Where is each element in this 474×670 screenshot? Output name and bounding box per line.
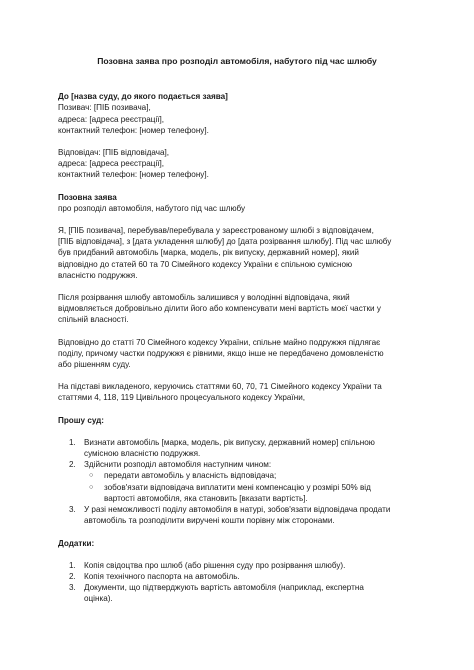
paragraph-line: Я, [ПІБ позивача], перебував/перебувала у зареєстрованому шлюбі з відповідачем, <box>58 226 374 236</box>
plaintiff-phone: контактний телефон: [номер телефону]. <box>58 125 209 135</box>
paragraph-line: Відповідно до статті 70 Сімейного кодексу України, спільне майно подружжя підлягає <box>58 337 381 347</box>
plaintiff-address: адреса: [адреса реєстрації], <box>58 114 165 124</box>
request-item-1 <box>58 437 416 459</box>
circle-bullet-icon: ○ <box>89 472 94 480</box>
list-number: 1. <box>69 560 76 570</box>
request-subitem-1 <box>58 470 416 481</box>
defendant-address: адреса: [адреса реєстрації], <box>58 159 165 169</box>
paragraph-line: На підставі викладеного, керуючись статтями 60, 70, 71 Сімейного кодексу України та <box>58 382 382 392</box>
attachment-item-3 <box>58 582 416 604</box>
paragraph-line: відповідно до статей 60 та 70 Сімейного кодексу України є спільною сумісною <box>58 259 353 269</box>
list-item-line: передати автомобіль у власність відповідача; <box>104 471 277 481</box>
attachment-item-2 <box>58 571 416 582</box>
paragraph-line: відмовляється добровільно ділити його або компенсувати мені вартість моєї частки у <box>58 304 381 314</box>
list-number: 2. <box>69 460 76 470</box>
paragraph-line: статтями 4, 118, 119 Цивільного процесуального кодексу України, <box>58 393 305 403</box>
list-item-line: Визнати автомобіль [марка, модель, рік випуску, державний номер] спільною <box>84 437 375 447</box>
attachments-list <box>58 560 416 605</box>
paragraph-line: спільній власності. <box>58 315 129 325</box>
defendant-phone: контактний телефон: [номер телефону]. <box>58 170 209 180</box>
list-item-line: Копія свідоцтва про шлюб (або рішення суду про розірвання шлюбу). <box>84 560 346 570</box>
list-item-line: оцінка). <box>84 594 113 604</box>
paragraph-law <box>58 337 416 371</box>
claim-subheading: про розподіл автомобіля, набутого під час шлюбу <box>58 203 246 213</box>
list-item-line: У разі неможливості поділу автомобіля в натурі, зобов'язати відповідача продати <box>84 505 391 515</box>
request-item-2 <box>58 459 416 470</box>
paragraph-divorce <box>58 292 416 326</box>
list-item-line: автомобіль та розподілити виручені кошти порівну між сторонами. <box>84 516 335 526</box>
claim-heading: Позовна заява <box>58 192 117 202</box>
paragraph-marriage <box>58 225 416 281</box>
list-item-line: зобов'язати відповідача виплатити мені компенсацію у розмірі 50% від <box>104 482 371 492</box>
list-number: 2. <box>69 571 76 581</box>
plaintiff-name: Позивач: [ПІБ позивача], <box>58 103 151 113</box>
paragraph-line: був придбаний автомобіль [марка, модель, рік випуску, державний номер], який <box>58 248 359 258</box>
attachment-item-1 <box>58 560 416 571</box>
list-item-line: вартості автомобіля, яка становить [вказати вартість]. <box>104 493 308 503</box>
request-subitem-2 <box>58 482 416 504</box>
addressee-block <box>58 91 416 136</box>
defendant-block <box>58 147 416 181</box>
defendant-name: Відповідач: [ПІБ відповідача], <box>58 148 170 158</box>
paragraph-line: Після розірвання шлюбу автомобіль залишився у володінні відповідача, який <box>58 293 350 303</box>
attachments-heading-block <box>58 538 416 549</box>
request-heading: Прошу суд: <box>58 415 105 425</box>
paragraph-line: поділу, причому частки подружжя є рівними, якщо іншe не передбачено домовленістю <box>58 348 384 358</box>
paragraph-line: або рішенням суду. <box>58 360 131 370</box>
paragraph-line: [ПІБ відповідача], з [дата укладення шлюбу] до [дата розірвання шлюбу]. Під час шлюбу <box>58 237 392 247</box>
paragraph-line: власністю подружжя. <box>58 270 138 280</box>
list-number: 1. <box>69 437 76 447</box>
document-title: Позовна заява про розподіл автомобіля, набутого під час шлюбу <box>97 56 377 66</box>
list-item-line: Документи, що підтверджують вартість автомобіля (наприклад, експертна <box>84 583 364 593</box>
court-name: До [назва суду, до якого подається заява] <box>58 92 228 102</box>
list-item-line: Здійснити розподіл автомобіля наступним чином: <box>84 460 272 470</box>
list-item-line: сумісною власністю подружжя. <box>84 449 201 459</box>
request-item-3 <box>58 504 416 526</box>
request-heading-block <box>58 415 416 426</box>
list-item-line: Копія технічного паспорта на автомобіль. <box>84 571 240 581</box>
request-list <box>58 437 416 527</box>
paragraph-basis <box>58 381 416 403</box>
list-number: 3. <box>69 583 76 593</box>
list-number: 3. <box>69 505 76 515</box>
claim-heading-block <box>58 192 416 214</box>
attachments-heading: Додатки: <box>58 538 95 548</box>
circle-bullet-icon: ○ <box>89 483 94 491</box>
